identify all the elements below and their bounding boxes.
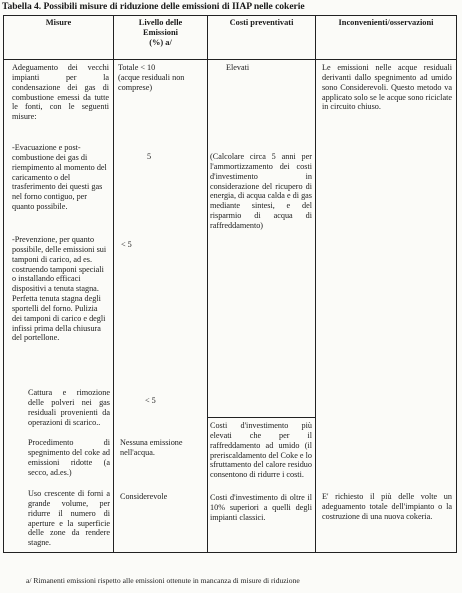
misura-prevenzione: -Prevenzione, per quanto possibile, delle emissioni sui tamponi di carico, ad es. costruendo tamponi speciali o installando efficaci dispositivi a tenuta stagna. Perfetta tenuta stagna degli sportelli del forno. Pulizia dei tamponi di carico e degli infissi prima della chiusura del portellone. xyxy=(12,235,107,343)
note-adeguamento: Le emissioni nelle acque residuali derivanti dallo spegnimento ad umido sono Considerevoli. Questo metodo va applicato solo se le acque sono riciclate in circuito chiuso. xyxy=(322,63,452,112)
header-livello-line2: Emissioni xyxy=(143,28,178,38)
misura-cattura: Cattura e rimozione delle polveri nei gas residuali provenienti da operazioni di scarico.. xyxy=(28,388,110,427)
header-misure: Misure xyxy=(45,18,72,27)
livello-totale: Totale < 10 xyxy=(118,63,156,72)
costo-adeguamento: Elevati xyxy=(226,63,250,72)
measures-table xyxy=(3,15,457,553)
header-livello-line3: (%) a/ xyxy=(149,38,172,48)
livello-procedimento: Nessuna emissione nell'acqua. xyxy=(120,438,183,457)
header-inconvenienti: Inconvenienti/osservazioni xyxy=(338,18,434,27)
header-livello-line1: Livello delle xyxy=(138,18,183,27)
livello-adeguamento xyxy=(118,63,203,93)
misura-forni: Uso crescente di forni a grande volume, per ridurre il numero di aperture e la superficie delle zone da rendere stagne. xyxy=(28,489,110,548)
costo-procedimento: Costi d'investimento più elevati che per il raffreddamento ad umido (il preriscaldamento del Coke e lo sfruttamento del calore residuo consentono di ridurre i costi. xyxy=(210,421,312,480)
column-divider xyxy=(207,16,208,552)
misura-adeguamento: Adeguamento dei vecchi impianti per la condensazione dei gas di combustione emessi da tutte le fonti, con le seguenti misure: xyxy=(12,63,109,122)
footnote: a/ Rimanenti emissioni rispetto alle emissioni ottenute in mancanza di misure di riduzione xyxy=(26,576,300,585)
cost-divider xyxy=(207,417,315,418)
column-divider xyxy=(315,16,316,552)
misura-procedimento: Procedimento di spegnimento del coke ad emissioni ridotte (a secco, ad.es.) xyxy=(28,438,110,477)
misura-evacuazione: -Evacuazione e post-combustione dei gas di riempimento al momento del caricamento o del trasferimento dei questi gas nel forno contiguo, per quanto possibile. xyxy=(12,143,107,212)
header-costi: Costi preventivati xyxy=(229,18,294,27)
table-title: Tabella 4. Possibili misure di riduzione delle emissioni di IIAP nelle cokerie xyxy=(2,1,305,12)
column-divider xyxy=(113,16,114,552)
header-divider xyxy=(4,59,456,60)
livello-note-acque: (acque residuali non comprese) xyxy=(118,72,185,92)
header-livello xyxy=(114,18,207,48)
livello-evacuazione: 5 xyxy=(146,152,152,161)
costo-forni: Costi d'investimento di oltre il 10% superiori a quelli degli impianti classici. xyxy=(210,493,312,522)
livello-forni: Considerevole xyxy=(120,492,168,501)
costo-evacuazione: (Calcolare circa 5 anni per l'ammortizzamento dei costi d'investimento in considerazione del ricupero di energia, di acqua calda e di gas mediante sintesi, e del risparmio di acqua di raffreddamento) xyxy=(210,152,312,230)
livello-cattura: < 5 xyxy=(145,396,156,405)
note-forni: E' richiesto il più delle volte un adeguamento totale dell'impianto o la costruzione di una nuova cokeria. xyxy=(322,492,452,521)
livello-prevenzione: < 5 xyxy=(121,240,132,249)
